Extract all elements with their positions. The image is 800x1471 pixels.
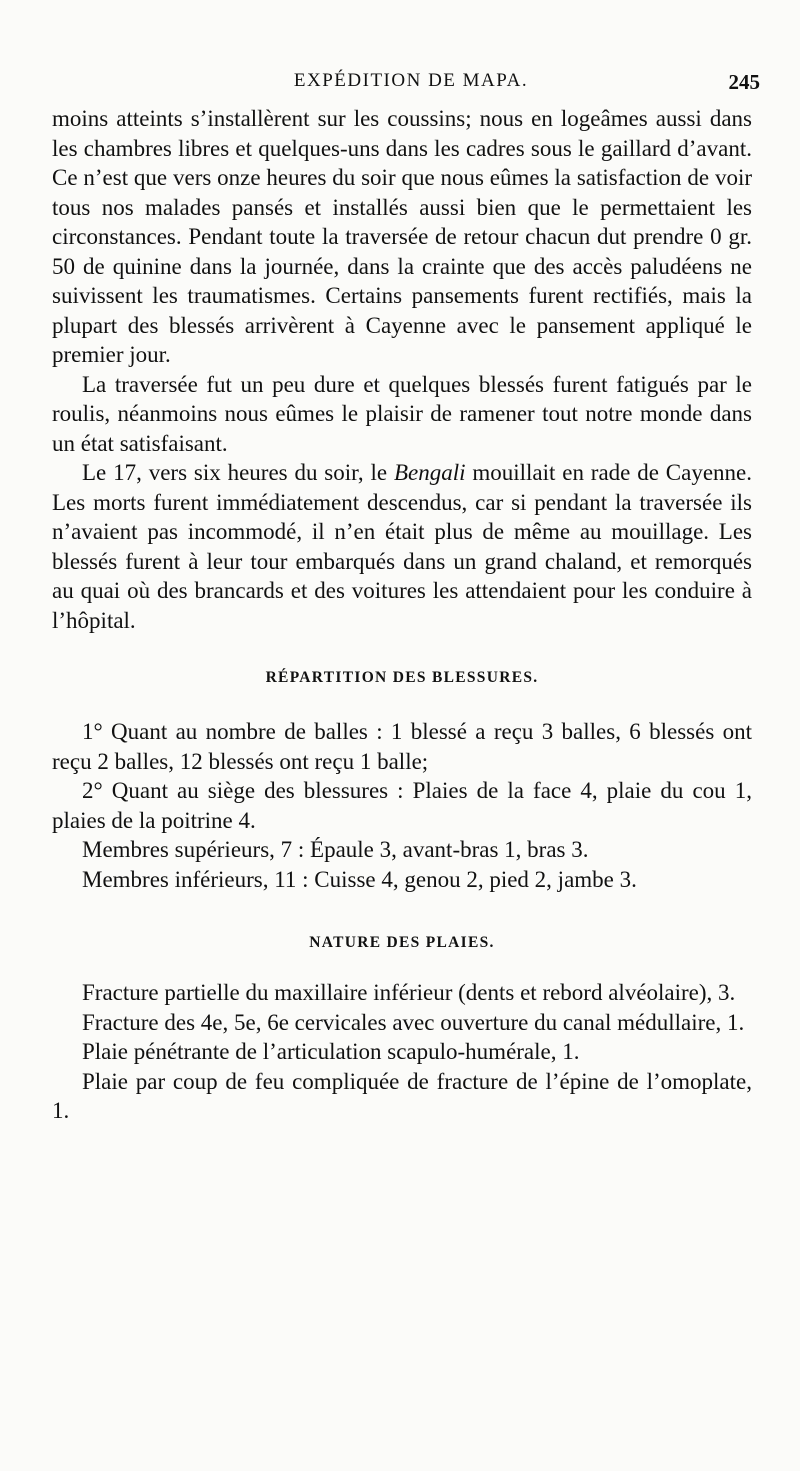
paragraph: Fracture partielle du maxillaire inférieur (dents et rebord alvéolaire), 3.	[82, 980, 736, 1005]
paragraph-text: Le 17, vers six heures du soir, le	[82, 460, 394, 485]
running-title: EXPÉDITION DE MAPA.	[293, 70, 529, 91]
paragraph: Membres supérieurs, 7 : Épaule 3, avant-bras 1, bras 3.	[82, 837, 589, 862]
paragraph: 2° Quant au siège des blessures : Plaies de la face 4, plaie du cou 1, plaies de la poitrine 4.	[52, 778, 752, 833]
paragraph: Fracture des 4e, 5e, 6e cervicales avec ouverture du canal médullaire, 1.	[82, 1009, 745, 1035]
paragraph: 1° Quant au nombre de balles : 1 blessé a reçu 3 balles, 6 blessés ont reçu 2 balles, 12 blessés ont reçu 1 balle;	[52, 719, 752, 774]
paragraph: La traversée fut un peu dure et quelques blessés furent fatigués par le roulis, néanmoins nous eûmes le plaisir de ramener tout notre monde dans un état satisfaisant.	[52, 371, 752, 456]
ship-name: Bengali	[393, 460, 466, 485]
page-header	[52, 70, 770, 98]
page-body	[52, 104, 752, 1126]
paragraph: Membres inférieurs, 11 : Cuisse 4, genou 2, pied 2, jambe 3.	[82, 866, 637, 892]
page-number: 245	[728, 70, 760, 94]
section-heading-repartition: RÉPARTITION DES BLESSURES.	[265, 669, 539, 686]
paragraph: Plaie par coup de feu compliquée de fracture de l’épine de l’omoplate, 1.	[52, 1068, 752, 1123]
paragraph: moins atteints s’installèrent sur les coussins; nous en logeâmes aussi dans les chambres libres et quelques-uns dans les cadres sous le gaillard d’avant. Ce n’est que vers onze heures du soir que nous eûmes la satisfaction de voir tous nos malades pansés et installés aussi bien que le permettaient les circonstances. Pendant toute la traversée de retour chacun dut prendre 0 gr. 50 de quinine dans la journée, dans la crainte que des accès paludéens ne suivissent les traumatismes. Certains pansements furent rectifiés, mais la plupart des blessés arrivèrent à Cayenne avec le pansement appliqué le premier jour.	[52, 106, 752, 367]
paragraph-text: mouillait en rade de Cayenne. Les morts furent immédiatement descendus, car si pendant la traversée ils n’avaient pas incommodé, il n’en était plus de même au mouillage. Les blessés furent à leur tour embarqués dans un grand chaland, et remorqués au quai où des brancards et des voitures les attendaient pour les conduire à l’hôpital.	[52, 460, 752, 633]
paragraph: Plaie pénétrante de l’articulation scapulo-humérale, 1.	[82, 1039, 580, 1064]
paragraph	[52, 458, 752, 635]
section-heading-nature: NATURE DES PLAIES.	[309, 934, 495, 951]
